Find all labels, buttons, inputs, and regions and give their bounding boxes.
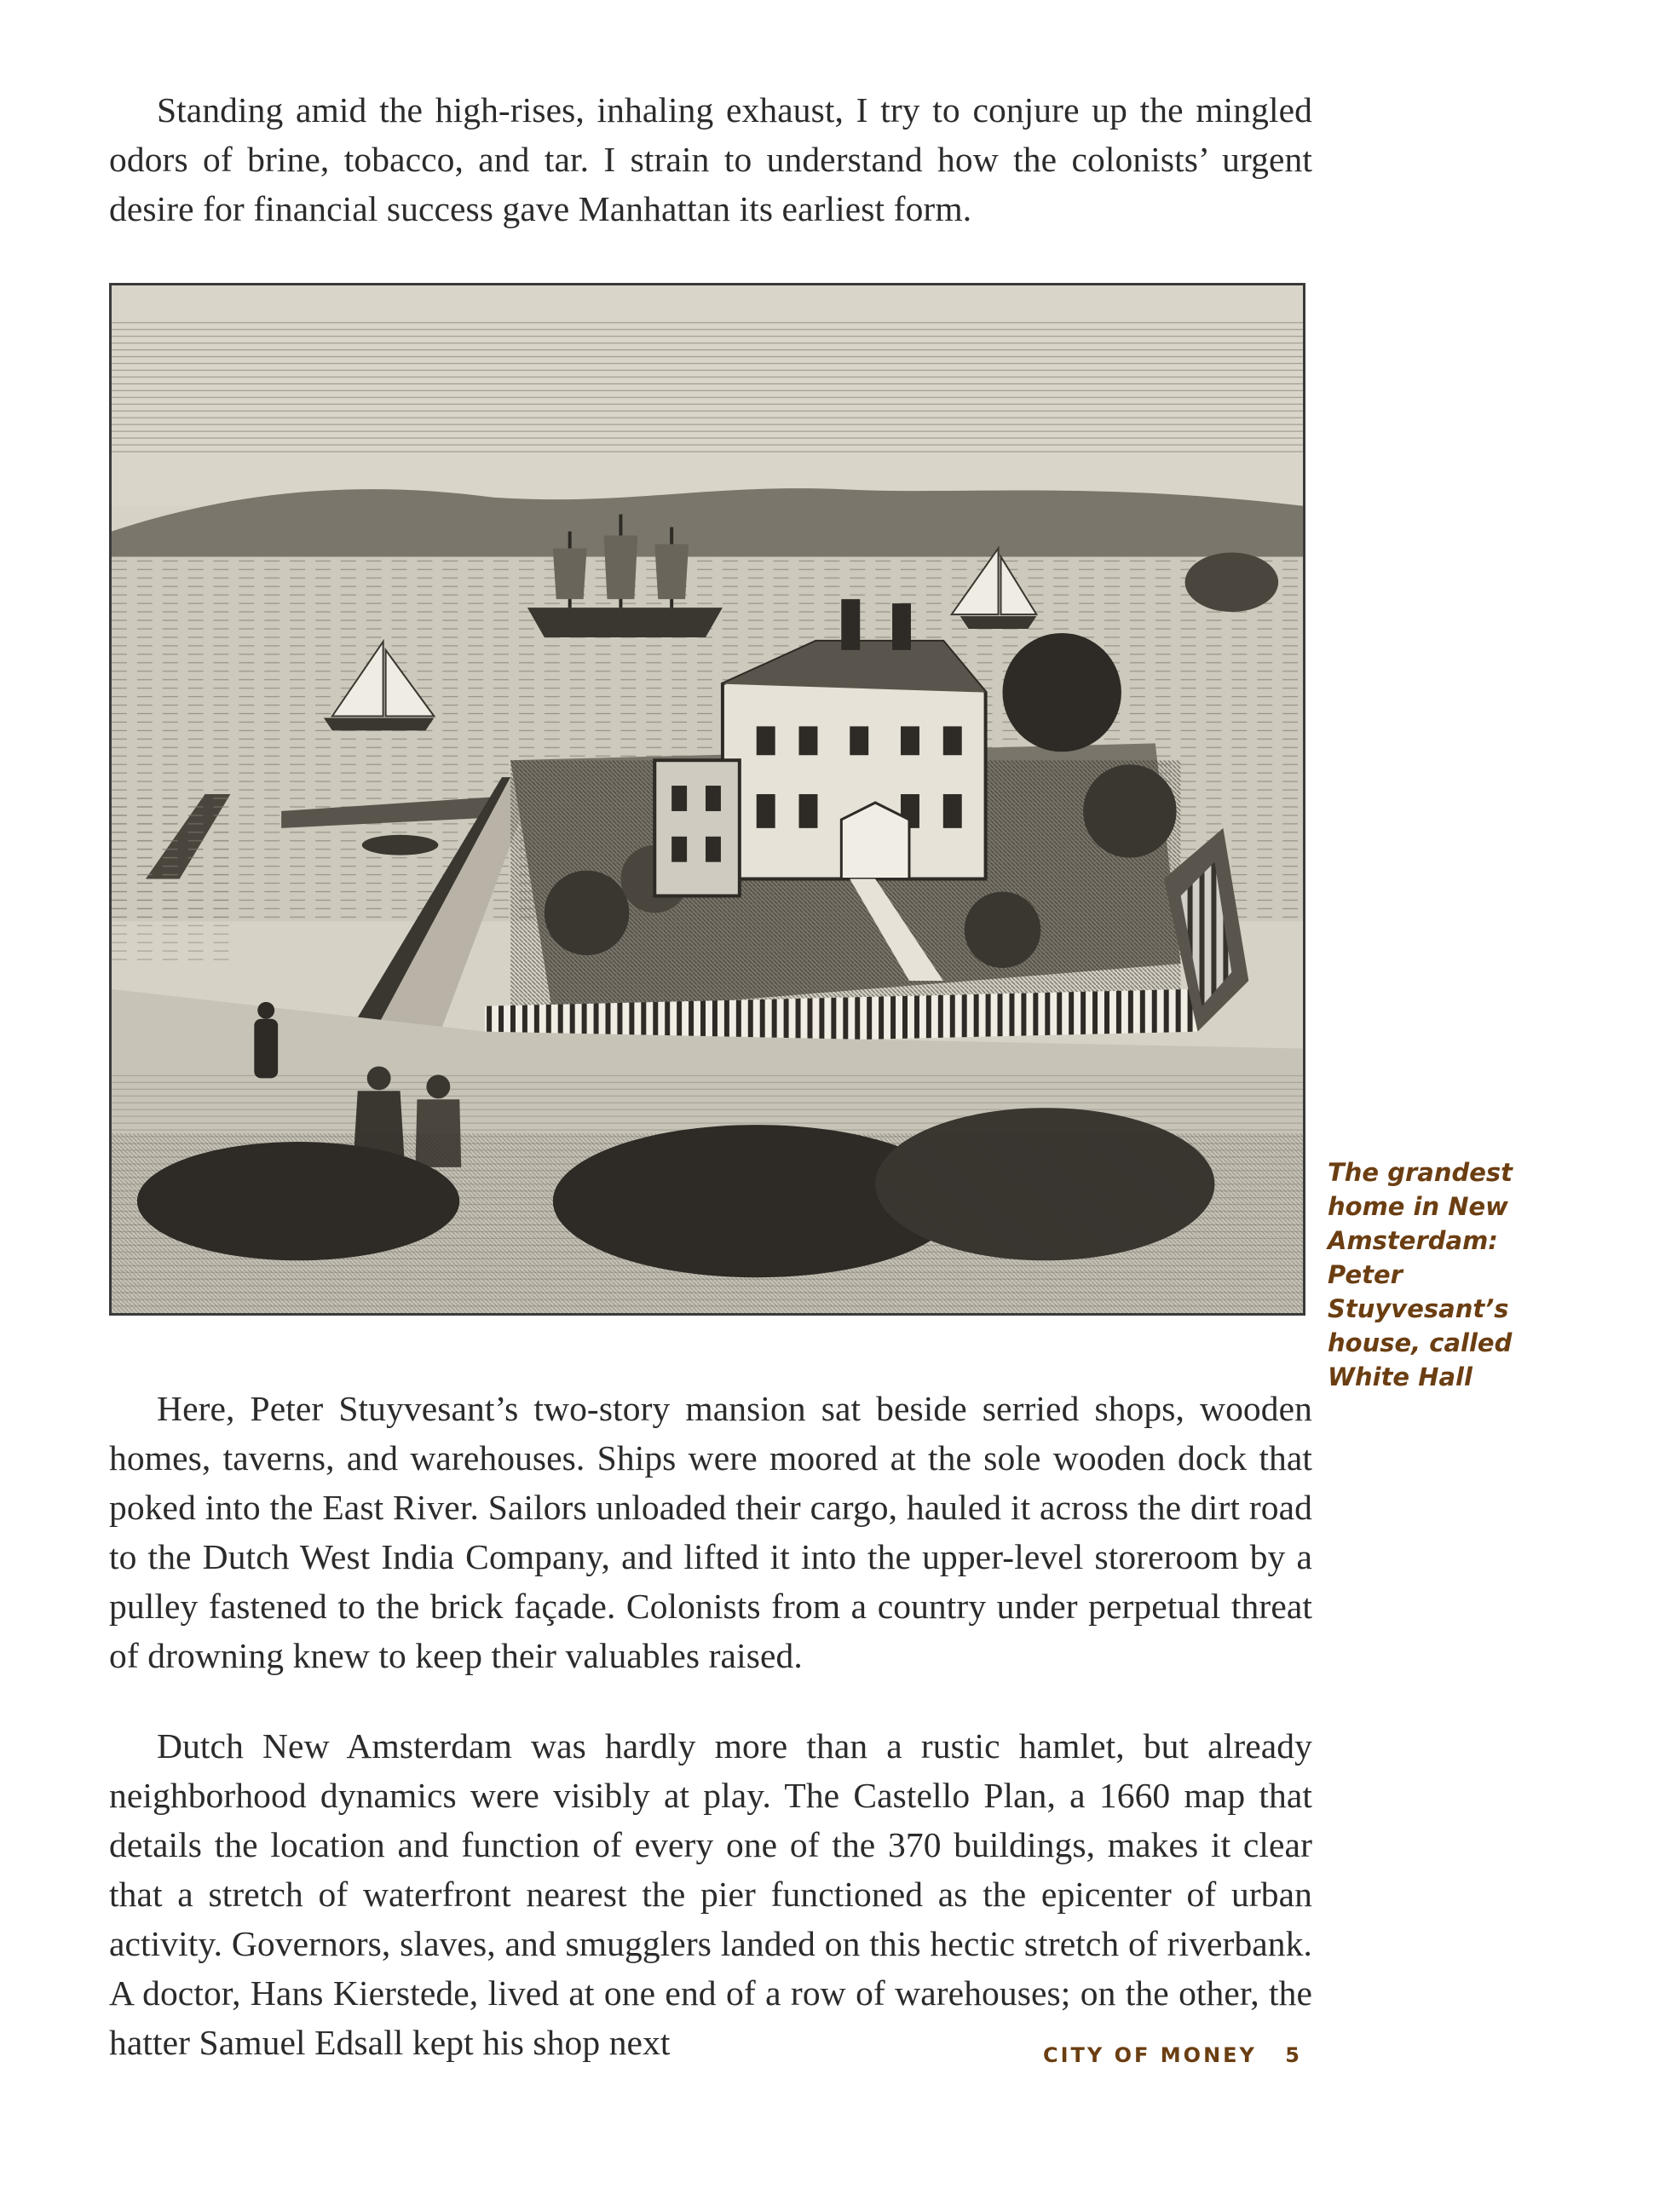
figure-caption: The grandest home in New Amsterdam: Peter Stuyvesant’s house, called White Hall xyxy=(1328,1158,1513,1391)
body-paragraph-3: Dutch New Amsterdam was hardly more than a rustic hamlet, but already neighborhood dynamics were visibly at play. The Castello Plan, a 1660 map that details the location and function of every one of the 370 buildings, makes it clear that a stretch of waterfront nearest the pier functioned as the epicenter of urban activity. Governors, slaves, and smugglers landed on this hectic stretch of riverbank. A doctor, Hans Kierstede, lived at one end of a row of warehouses; on the other, the hatter Samuel Edsall kept his shop next xyxy=(109,1726,1312,2062)
white-hall-engraving xyxy=(112,285,1303,1313)
page-number: 5 xyxy=(1285,2043,1302,2067)
page-footer xyxy=(1043,2043,1302,2067)
running-head: CITY OF MONEY xyxy=(1042,2043,1257,2067)
engraving-illustration xyxy=(109,283,1305,1316)
body-paragraph-2: Here, Peter Stuyvesant’s two-story mansion sat beside serried shops, wooden homes, taverns, and warehouses. Ships were moored at the sole wooden dock that poked into the East River. Sailors unloaded their cargo, hauled it across the dirt road to the Dutch West India Company, and lifted it into the upper-level storeroom by a pulley fastened to the brick façade. Colonists from a country under perpetual threat of drowning knew to keep their valuables raised. xyxy=(109,1389,1312,1675)
body-paragraph-1: Standing amid the high-rises, inhaling exhaust, I try to conjure up the mingled odors of brine, tobacco, and tar. I strain to understand how the colonists’ urgent desire for financial success gave Manhattan its earliest form. xyxy=(109,90,1312,228)
